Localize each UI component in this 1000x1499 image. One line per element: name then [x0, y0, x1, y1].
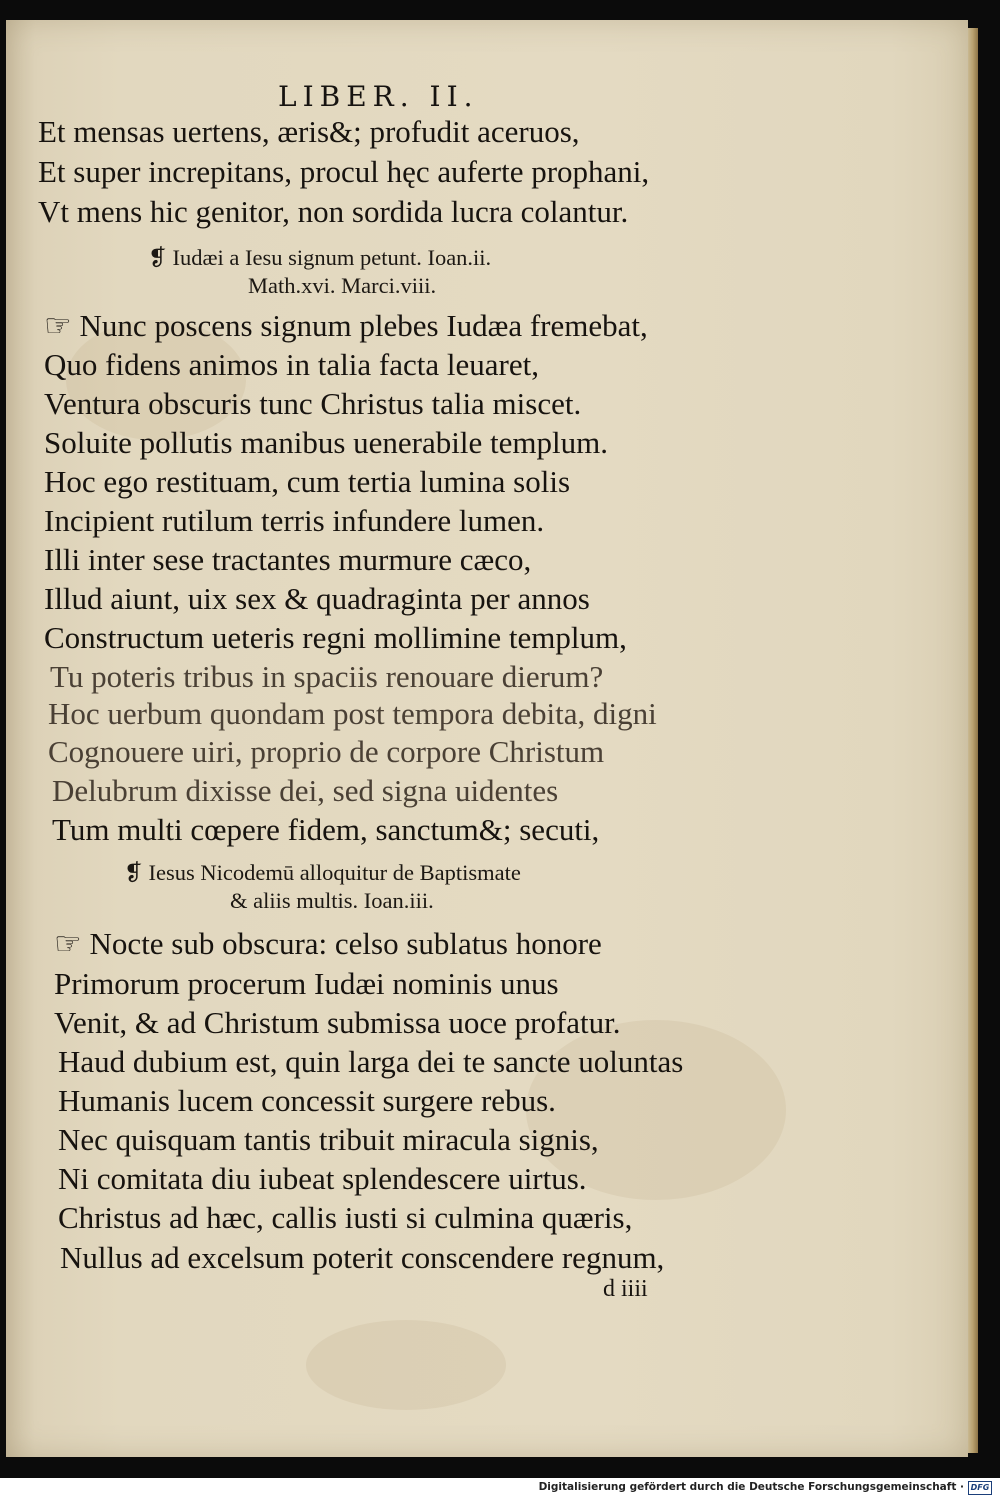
funding-credit: Digitalisierung gefördert durch die Deutsche Forschungsgemeinschaft · — [538, 1481, 964, 1493]
verse-line: Illi inter sese tractantes murmure cæco, — [44, 542, 532, 577]
running-head: LIBER. II. — [278, 80, 479, 113]
verse-line: Ni comitata diu iubeat splendescere uirtus. — [58, 1161, 587, 1196]
verse-line: Et super increpitans, procul hęc auferte prophani, — [38, 154, 650, 189]
verse-line: ☞ Nocte sub obscura: celso sublatus honore — [54, 926, 602, 961]
verse-line: Cognouere uiri, proprio de corpore Christum — [48, 734, 605, 769]
section-caption: ❡ Iesus Nicodemū alloquitur de Baptismate — [124, 860, 521, 885]
signature-mark: d iiii — [603, 1276, 648, 1302]
page-edge — [968, 28, 978, 1453]
verse-line: Tu poteris tribus in spaciis renouare dierum? — [50, 659, 604, 694]
verse-line: Primorum procerum Iudæi nominis unus — [54, 966, 559, 1001]
verse-line: Et mensas uertens, æris&; profudit aceruos, — [38, 114, 580, 149]
verse-line: Venit, & ad Christum submissa uoce profatur. — [54, 1005, 621, 1040]
dfg-logo-icon[interactable]: DFG — [968, 1481, 992, 1495]
verse-line: Soluite pollutis manibus uenerabile templum. — [44, 425, 608, 460]
section-caption: Math.xvi. Marci.viii. — [248, 273, 437, 298]
footer-bar — [0, 1478, 1000, 1499]
verse-line: Quo fidens animos in talia facta leuaret, — [44, 347, 539, 382]
verse-line: Nec quisquam tantis tribuit miracula signis, — [58, 1122, 599, 1157]
verse-line: Hoc uerbum quondam post tempora debita, digni — [48, 696, 657, 731]
verse-line: Nullus ad excelsum poterit conscendere regnum, — [60, 1240, 665, 1275]
paper-stain — [306, 1320, 506, 1410]
verse-line: Tum multi cœpere fidem, sanctum&; secuti, — [52, 812, 600, 847]
verse-line: Incipient rutilum terris infundere lumen. — [44, 503, 545, 538]
verse-line: Ventura obscuris tunc Christus talia miscet. — [44, 386, 582, 421]
section-caption: ❡ Iudæi a Iesu signum petunt. Ioan.ii. — [148, 245, 492, 270]
verse-line: ☞ Nunc poscens signum plebes Iudæa fremebat, — [44, 308, 648, 343]
verse-line: Illud aiunt, uix sex & quadraginta per annos — [44, 581, 590, 616]
verse-line: Haud dubium est, quin larga dei te sancte uoluntas — [58, 1044, 684, 1079]
verse-line: Hoc ego restituam, cum tertia lumina solis — [44, 464, 571, 499]
verse-line: Delubrum dixisse dei, sed signa uidentes — [52, 773, 559, 808]
verse-line: Humanis lucem concessit surgere rebus. — [58, 1083, 556, 1118]
verse-line: Christus ad hæc, callis iusti si culmina quæris, — [58, 1200, 633, 1235]
section-caption: & aliis multis. Ioan.iii. — [230, 888, 434, 913]
verse-line: Constructum ueteris regni mollimine templum, — [44, 620, 627, 655]
verse-line: Vt mens hic genitor, non sordida lucra colantur. — [38, 194, 629, 229]
